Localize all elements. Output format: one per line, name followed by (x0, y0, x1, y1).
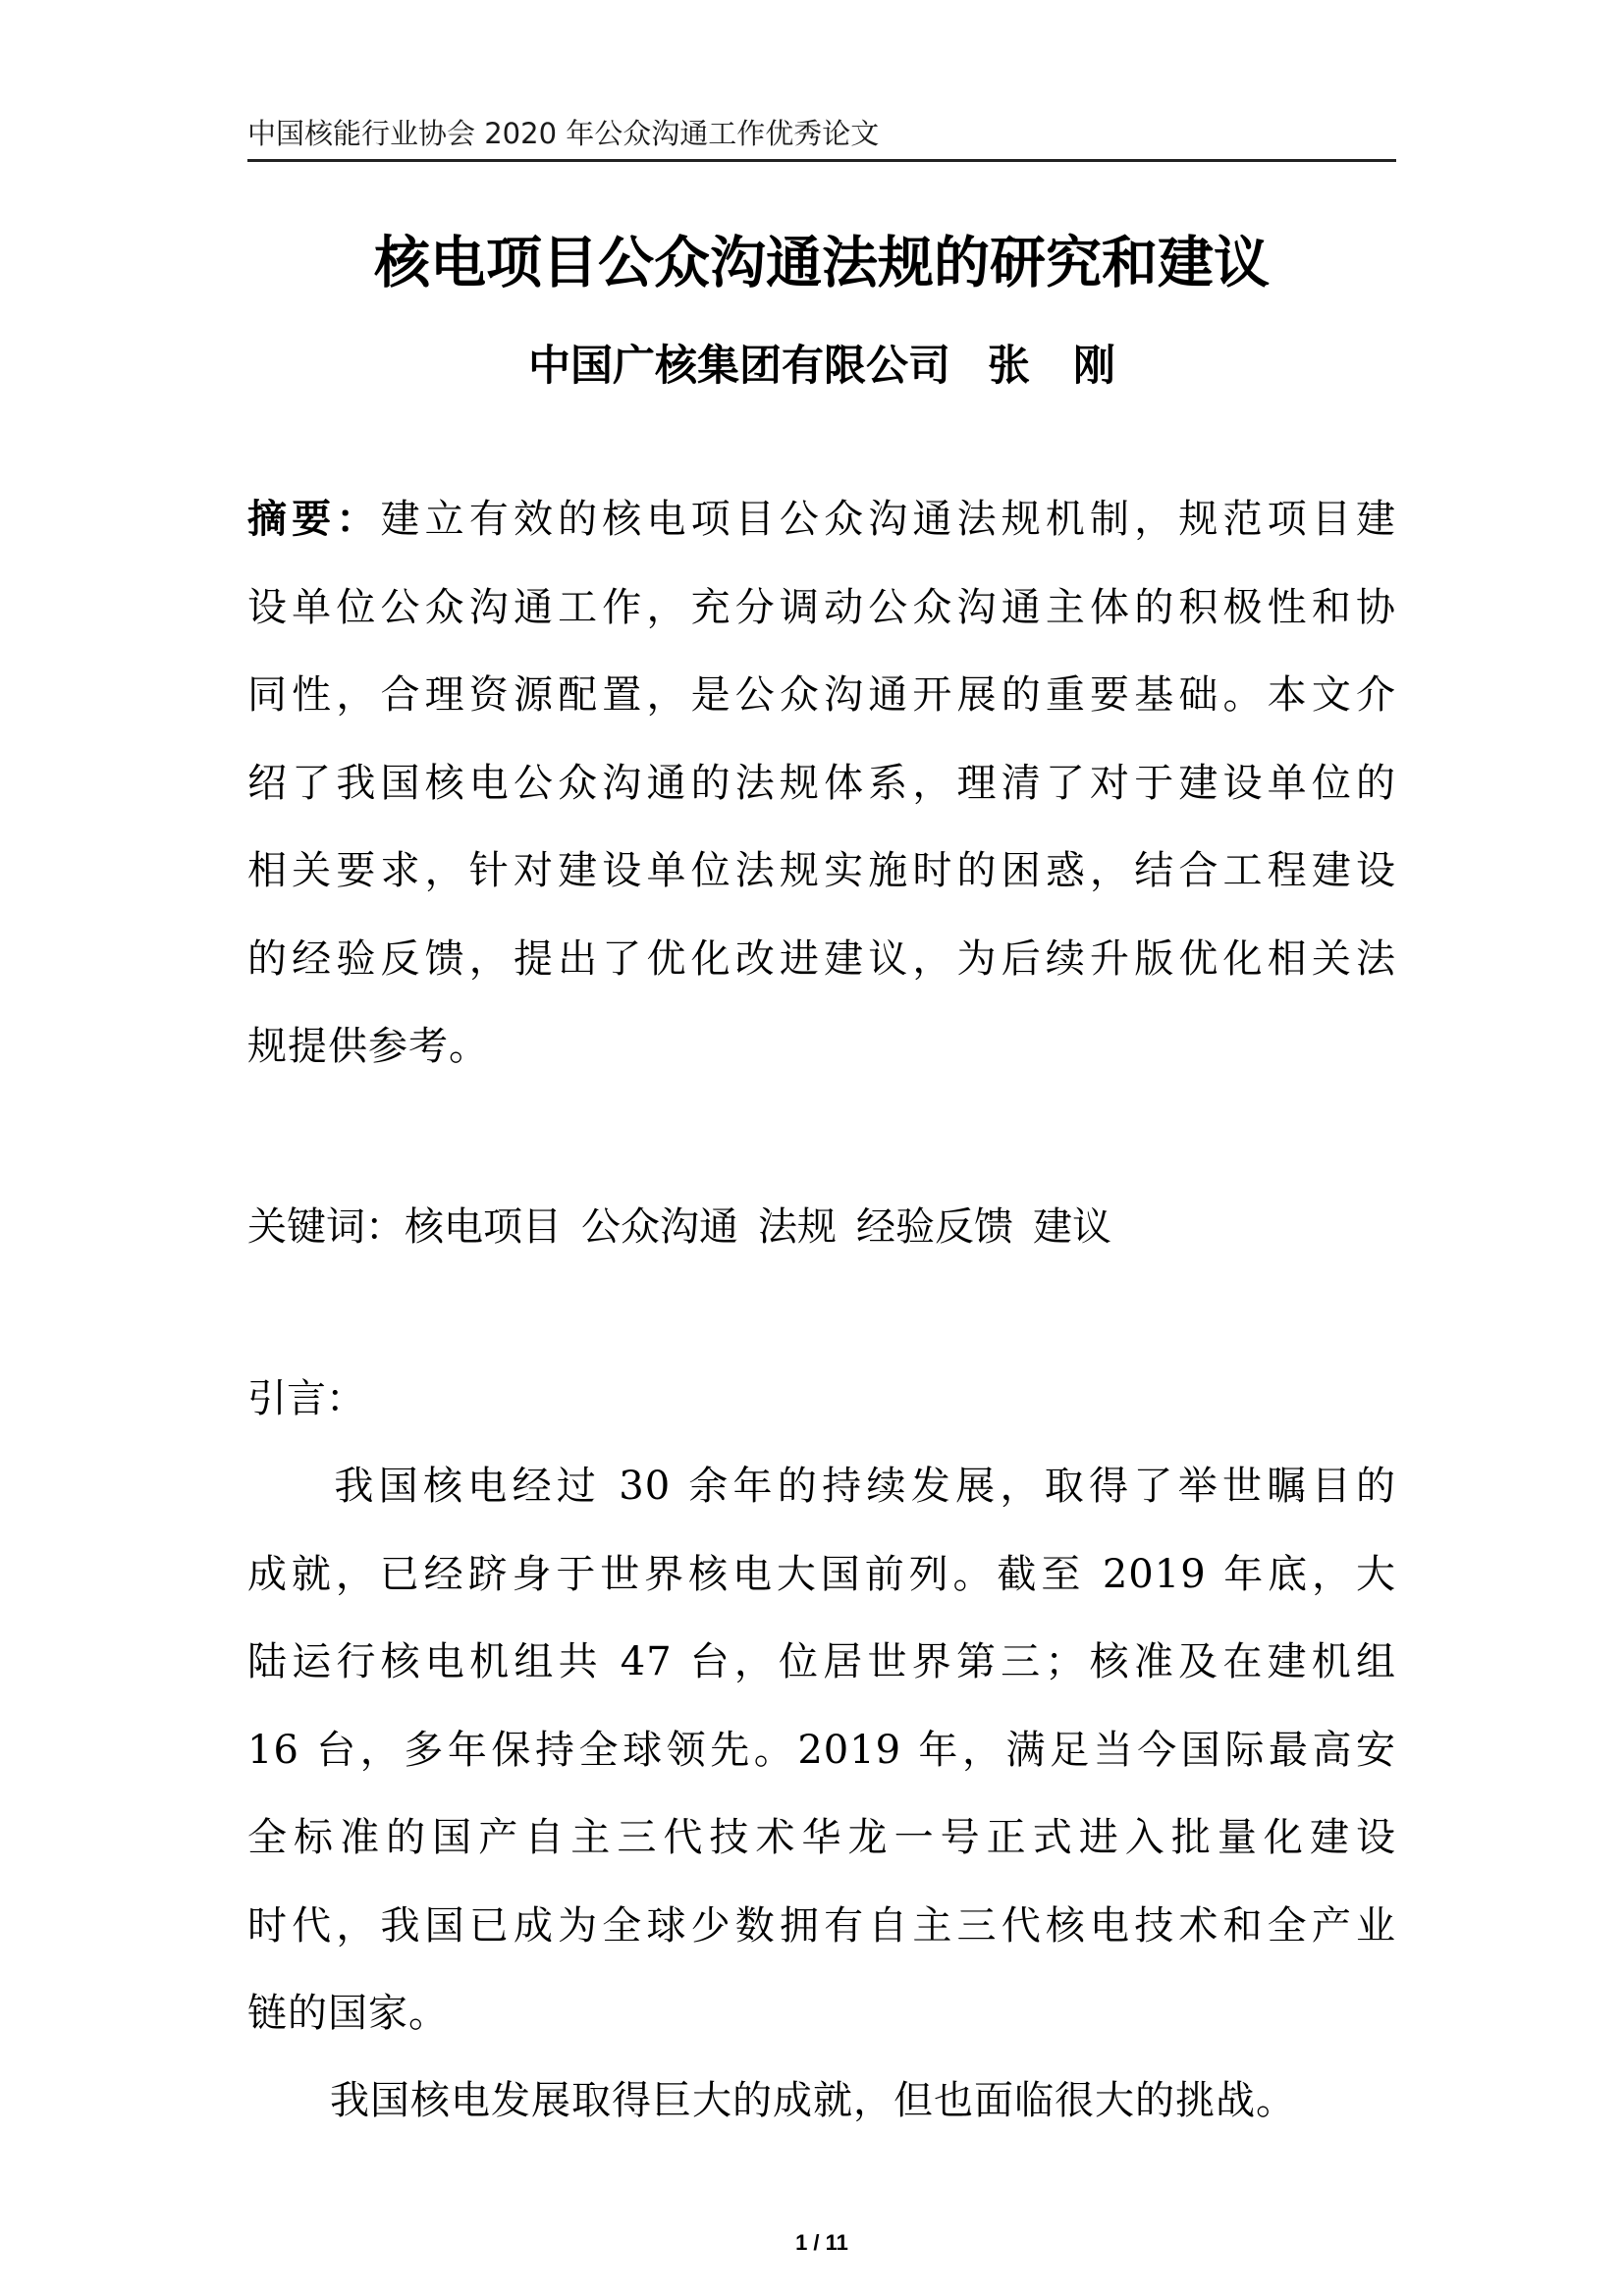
intro-line: 时代，我国已成为全球少数拥有自主三代核电技术和全产业 (247, 1902, 1396, 1949)
abstract-line: 规提供参考。 (247, 1024, 489, 1069)
keyword-item: 建议 (1033, 1204, 1111, 1250)
author-name-second: 刚 (1073, 342, 1115, 391)
abstract-paragraph (247, 476, 1396, 1092)
page-number: 1 / 11 (795, 2230, 848, 2255)
keywords-label: 关键词： (247, 1204, 405, 1250)
intro-heading: 引言： (247, 1376, 365, 1421)
author-organization: 中国广核集团有限公司 (528, 342, 950, 391)
intro-line (247, 2057, 1396, 2146)
keyword-item: 经验反馈 (856, 1204, 1013, 1250)
abstract-line (247, 476, 1396, 564)
abstract-line: 绍了我国核电公众沟通的法规体系，理清了对于建设单位的 (247, 760, 1396, 806)
intro-line: 成就，已经跻身于世界核电大国前列。截至 2019 年底，大 (247, 1551, 1396, 1597)
intro-paragraph-1 (247, 1443, 1396, 2058)
keyword-item: 公众沟通 (581, 1204, 738, 1250)
abstract-text: 建立有效的核电项目公众沟通法规机制，规范项目建 (380, 497, 1397, 542)
keyword-item: 法规 (758, 1204, 837, 1250)
intro-line: 16 台，多年保持全球领先。2019 年，满足当今国际最高安 (247, 1727, 1396, 1773)
abstract-line: 相关要求，针对建设单位法规实施时的困惑，结合工程建设 (247, 848, 1396, 893)
page-header (247, 114, 1396, 162)
intro-line: 链的国家。 (247, 1991, 449, 2036)
intro-text: 我国核电经过 30 余年的持续发展，取得了举世瞩目的 (330, 1464, 1396, 1509)
paper-title: 核电项目公众沟通法规的研究和建议 (374, 230, 1270, 295)
intro-line: 陆运行核电机组共 47 台，位居世界第三；核准及在建机组 (247, 1639, 1396, 1684)
keywords-line (247, 1193, 1131, 1261)
keyword-item: 核电项目 (405, 1204, 562, 1250)
author-line (247, 332, 1396, 400)
abstract-line: 设单位公众沟通工作，充分调动公众沟通主体的积极性和协 (247, 584, 1396, 630)
intro-line (247, 1443, 1396, 1531)
intro-paragraph-2 (247, 2057, 1396, 2146)
intro-text: 我国核电发展取得巨大的成就，但也面临很大的挑战。 (330, 2078, 1296, 2123)
header-text: 中国核能行业协会 2020 年公众沟通工作优秀论文 (247, 117, 880, 150)
author-name-first: 张 (988, 342, 1030, 391)
abstract-line: 同性，合理资源配置，是公众沟通开展的重要基础。本文介 (247, 672, 1396, 718)
abstract-line: 的经验反馈，提出了优化改进建议，为后续升版优化相关法 (247, 935, 1396, 982)
intro-line: 全标准的国产自主三代技术华龙一号正式进入批量化建设 (247, 1815, 1396, 1860)
abstract-label: 摘要： (247, 497, 381, 542)
